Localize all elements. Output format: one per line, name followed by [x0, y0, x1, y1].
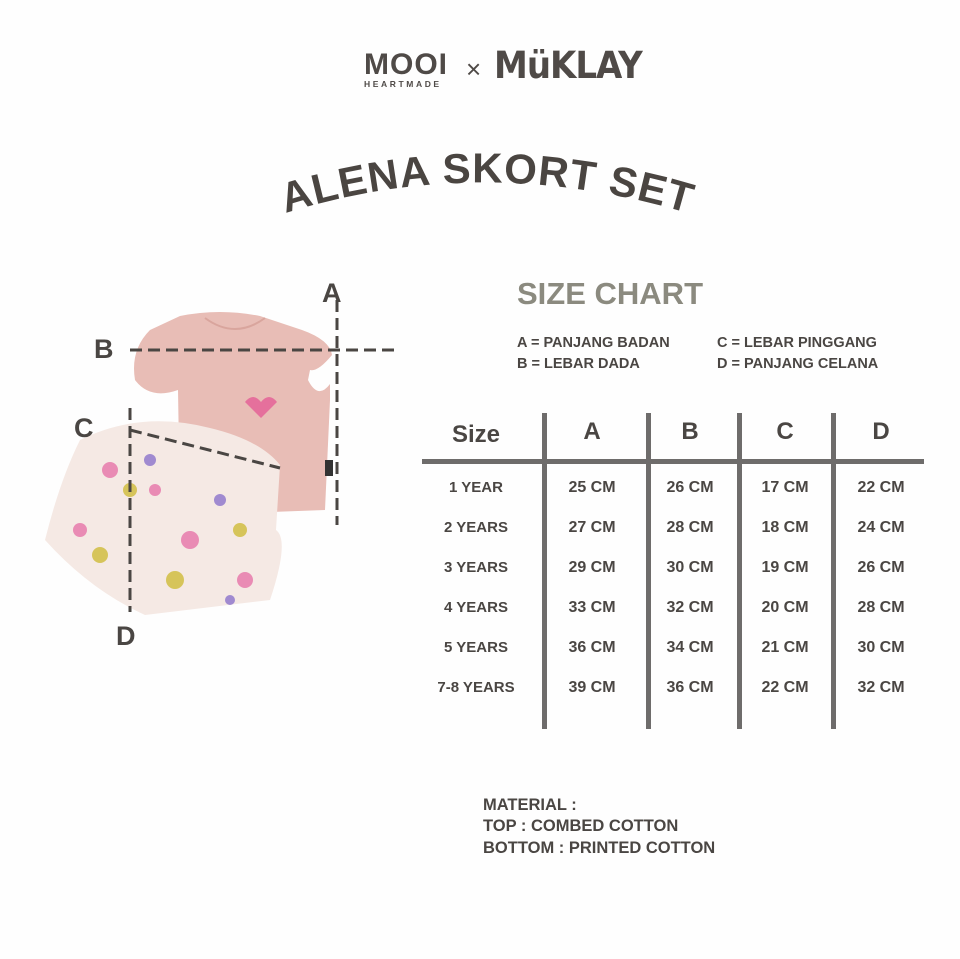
logo-mooi: MOOI [364, 48, 448, 81]
table-cell: 32 CM [666, 599, 714, 616]
table-header-b: B [681, 418, 699, 445]
table-cell: 17 CM [761, 479, 809, 496]
table-cell: 18 CM [761, 519, 809, 536]
table-column-rule [646, 413, 651, 729]
table-cell: 32 CM [857, 679, 905, 696]
table-row-size: 4 YEARS [444, 599, 508, 616]
table-cell: 24 CM [857, 519, 905, 536]
table-cell: 28 CM [857, 599, 905, 616]
table-header-d: D [872, 418, 890, 445]
svg-text:ALENA SKORT SET [275, 144, 700, 222]
table-cell: 27 CM [568, 519, 616, 536]
legend-b: B = LEBAR DADA [517, 356, 640, 372]
material-label: MATERIAL : [483, 796, 577, 814]
table-column-rule [831, 413, 836, 729]
table-column-rule [542, 413, 547, 729]
table-cell: 22 CM [857, 479, 905, 496]
title [240, 140, 740, 250]
table-row-size: 5 YEARS [444, 639, 508, 656]
table-cell: 36 CM [568, 639, 616, 656]
size-chart-heading: SIZE CHART [517, 276, 703, 311]
table-header-c: C [776, 418, 794, 445]
table-cell: 28 CM [666, 519, 714, 536]
table-cell: 25 CM [568, 479, 616, 496]
table-header-size: Size [451, 421, 501, 448]
diagram-label-c: C [74, 413, 94, 443]
material-bottom: BOTTOM : PRINTED COTTON [483, 839, 716, 857]
table-cell: 36 CM [666, 679, 714, 696]
table-cell: 21 CM [761, 639, 809, 656]
logo-mooi-subtitle: HEARTMADE [364, 79, 442, 89]
table-header-a: A [583, 418, 601, 445]
table-cell: 33 CM [568, 599, 616, 616]
diagram-label-a: A [322, 278, 342, 308]
table-row-size: 2 YEARS [444, 519, 508, 536]
table-header-rule [422, 459, 924, 464]
title-text: ALENA SKORT SET [274, 144, 700, 223]
table-cell: 30 CM [857, 639, 905, 656]
logo-muklay: MüKLAY [494, 44, 642, 88]
table-cell: 26 CM [857, 559, 905, 576]
table-cell: 30 CM [666, 559, 714, 576]
legend-a: A = PANJANG BADAN [517, 335, 670, 351]
diagram-label-b: B [94, 334, 114, 364]
legend-d: D = PANJANG CELANA [717, 356, 879, 372]
table-row-size: 7-8 YEARS [437, 679, 515, 696]
material-top: TOP : COMBED COTTON [483, 817, 679, 835]
table-cell: 26 CM [666, 479, 714, 496]
legend-c: C = LEBAR PINGGANG [717, 335, 877, 351]
table-cell: 29 CM [568, 559, 616, 576]
table-cell: 34 CM [666, 639, 714, 656]
diagram-label-d: D [116, 621, 136, 651]
table-column-rule [737, 413, 742, 729]
table-row-size: 1 YEAR [449, 479, 503, 496]
table-row-size: 3 YEARS [444, 559, 508, 576]
logo-separator: × [466, 54, 482, 84]
table-cell: 20 CM [761, 599, 809, 616]
table-cell: 22 CM [761, 679, 809, 696]
table-cell: 19 CM [761, 559, 809, 576]
table-cell: 39 CM [568, 679, 616, 696]
